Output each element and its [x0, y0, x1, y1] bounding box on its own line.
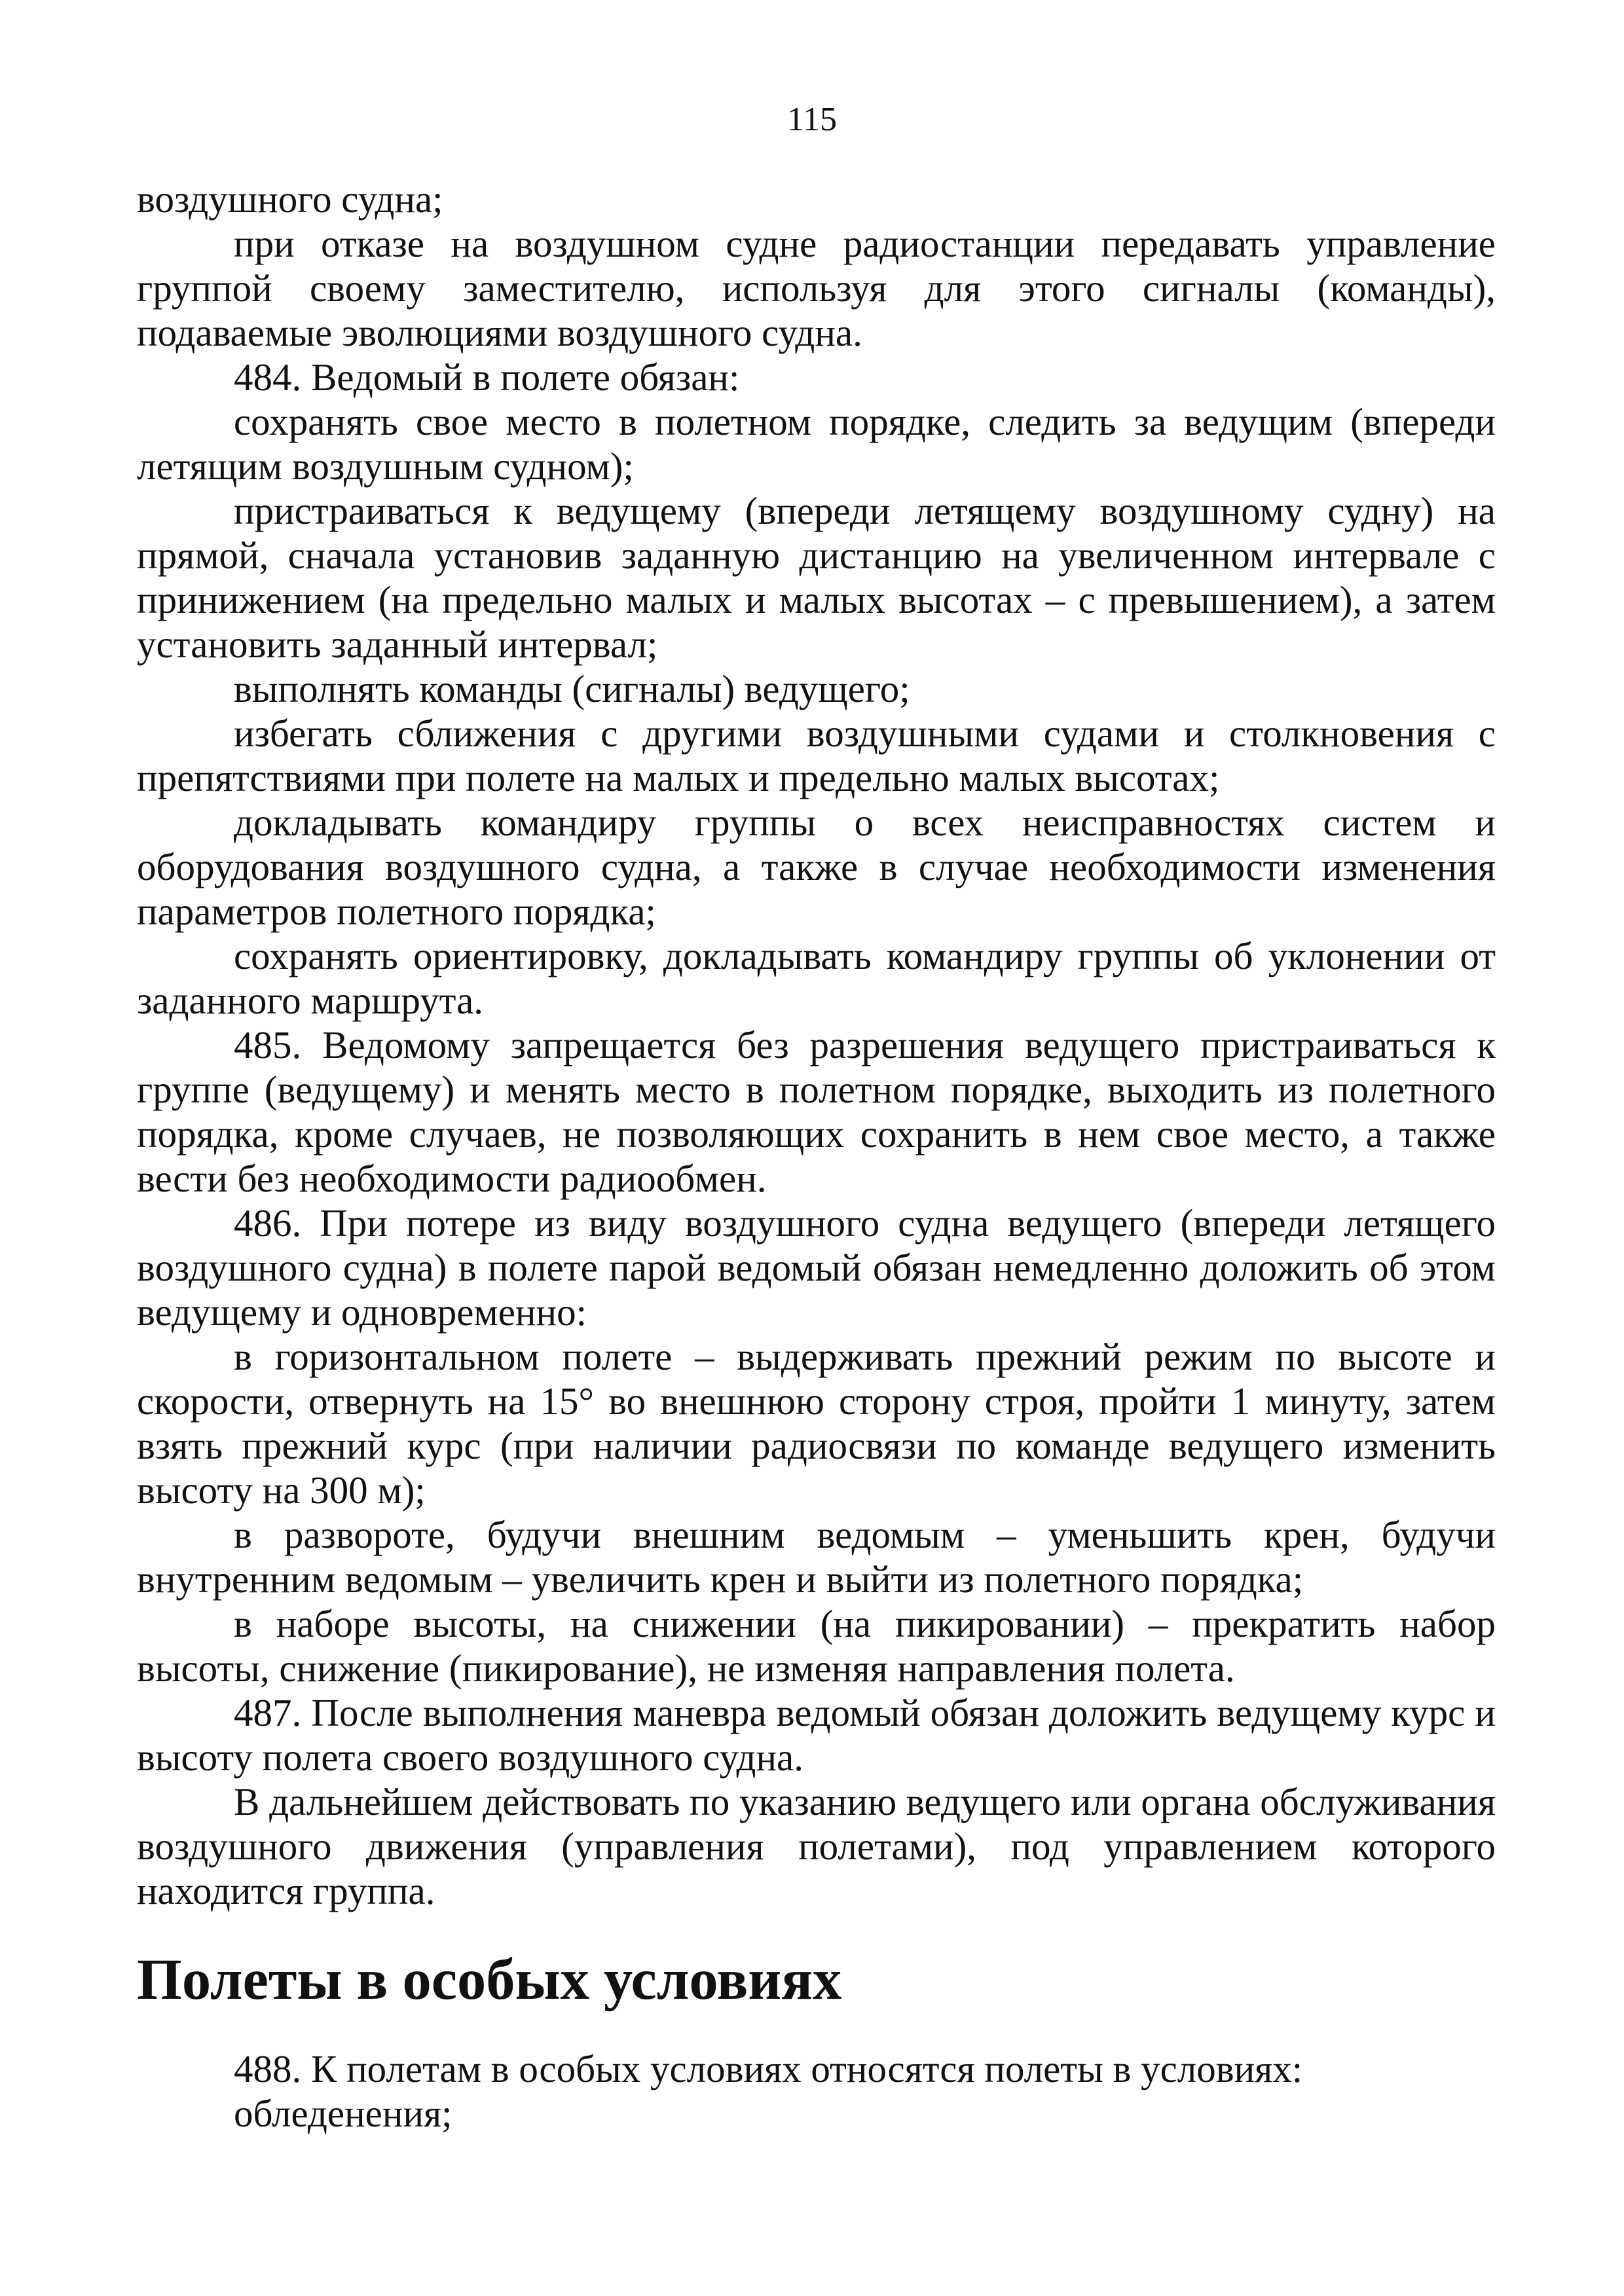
paragraph: обледенения; [234, 2092, 452, 2135]
paragraph: при отказе на воздушном судне радиостанции передавать управление группой своему заместителю, используя для этого сигналы (команды), подаваемые эволюциями воздушного судна. [137, 222, 1496, 354]
paragraph: пристраиваться к ведущему (впереди летящему воздушному судну) на прямой, сначала установив заданную дистанцию на увеличенном интервале с принижением (на предельно малых и малых высотах – с превышением), а затем установить заданный интервал; [137, 489, 1496, 666]
paragraph: в горизонтальном полете – выдерживать прежний режим по высоте и скорости, отвернуть на 15° во внешнюю сторону строя, пройти 1 минуту, затем взять прежний курс (при наличии радиосвязи по команде ведущего изменить высоту на 300 м); [137, 1335, 1496, 1512]
page-number: 115 [786, 101, 838, 138]
paragraph: воздушного судна; [137, 177, 443, 221]
paragraph: 485. Ведомому запрещается без разрешения ведущего пристраиваться к группе (ведущему) и менять место в полетном порядке, выходить из полетного порядка, кроме случаев, не позволяющих сохранить в нем свое место, а также вести без необходимости радиообмен. [137, 1023, 1496, 1200]
section-heading: Полеты в особых условиях [137, 1948, 842, 2012]
document-body [137, 177, 1496, 2136]
paragraph: сохранять свое место в полетном порядке, следить за ведущим (впереди летящим воздушным судном); [137, 400, 1496, 488]
paragraph: в наборе высоты, на снижении (на пикировании) – прекратить набор высоты, снижение (пикирование), не изменяя направления полета. [137, 1602, 1496, 1690]
paragraph: 487. После выполнения маневра ведомый обязан доложить ведущему курс и высоту полета своего воздушного судна. [137, 1691, 1496, 1779]
paragraph: докладывать командиру группы о всех неисправностях систем и оборудования воздушного судна, а также в случае необходимости изменения параметров полетного порядка; [137, 801, 1496, 933]
paragraph: В дальнейшем действовать по указанию ведущего или органа обслуживания воздушного движения (управления полетами), под управлением которого находится группа. [137, 1780, 1496, 1912]
paragraph: в развороте, будучи внешним ведомым – уменьшить крен, будучи внутренним ведомым – увеличить крен и выйти из полетного порядка; [137, 1513, 1496, 1601]
paragraph: 488. К полетам в особых условиях относятся полеты в условиях: [234, 2047, 1303, 2090]
paragraph: сохранять ориентировку, докладывать командиру группы об уклонении от заданного маршрута. [137, 934, 1496, 1022]
paragraph: 484. Ведомый в полете обязан: [234, 355, 740, 399]
section-after-heading [137, 2047, 1496, 2136]
paragraph: выполнять команды (сигналы) ведущего; [234, 667, 910, 710]
section-before-heading [137, 177, 1496, 1913]
paragraph: избегать сближения с другими воздушными судами и столкновения с препятствиями при полете на малых и предельно малых высотах; [137, 712, 1496, 799]
paragraph: 486. При потере из виду воздушного судна ведущего (впереди летящего воздушного судна) в полете парой ведомый обязан немедленно доложить об этом ведущему и одновременно: [137, 1201, 1496, 1334]
